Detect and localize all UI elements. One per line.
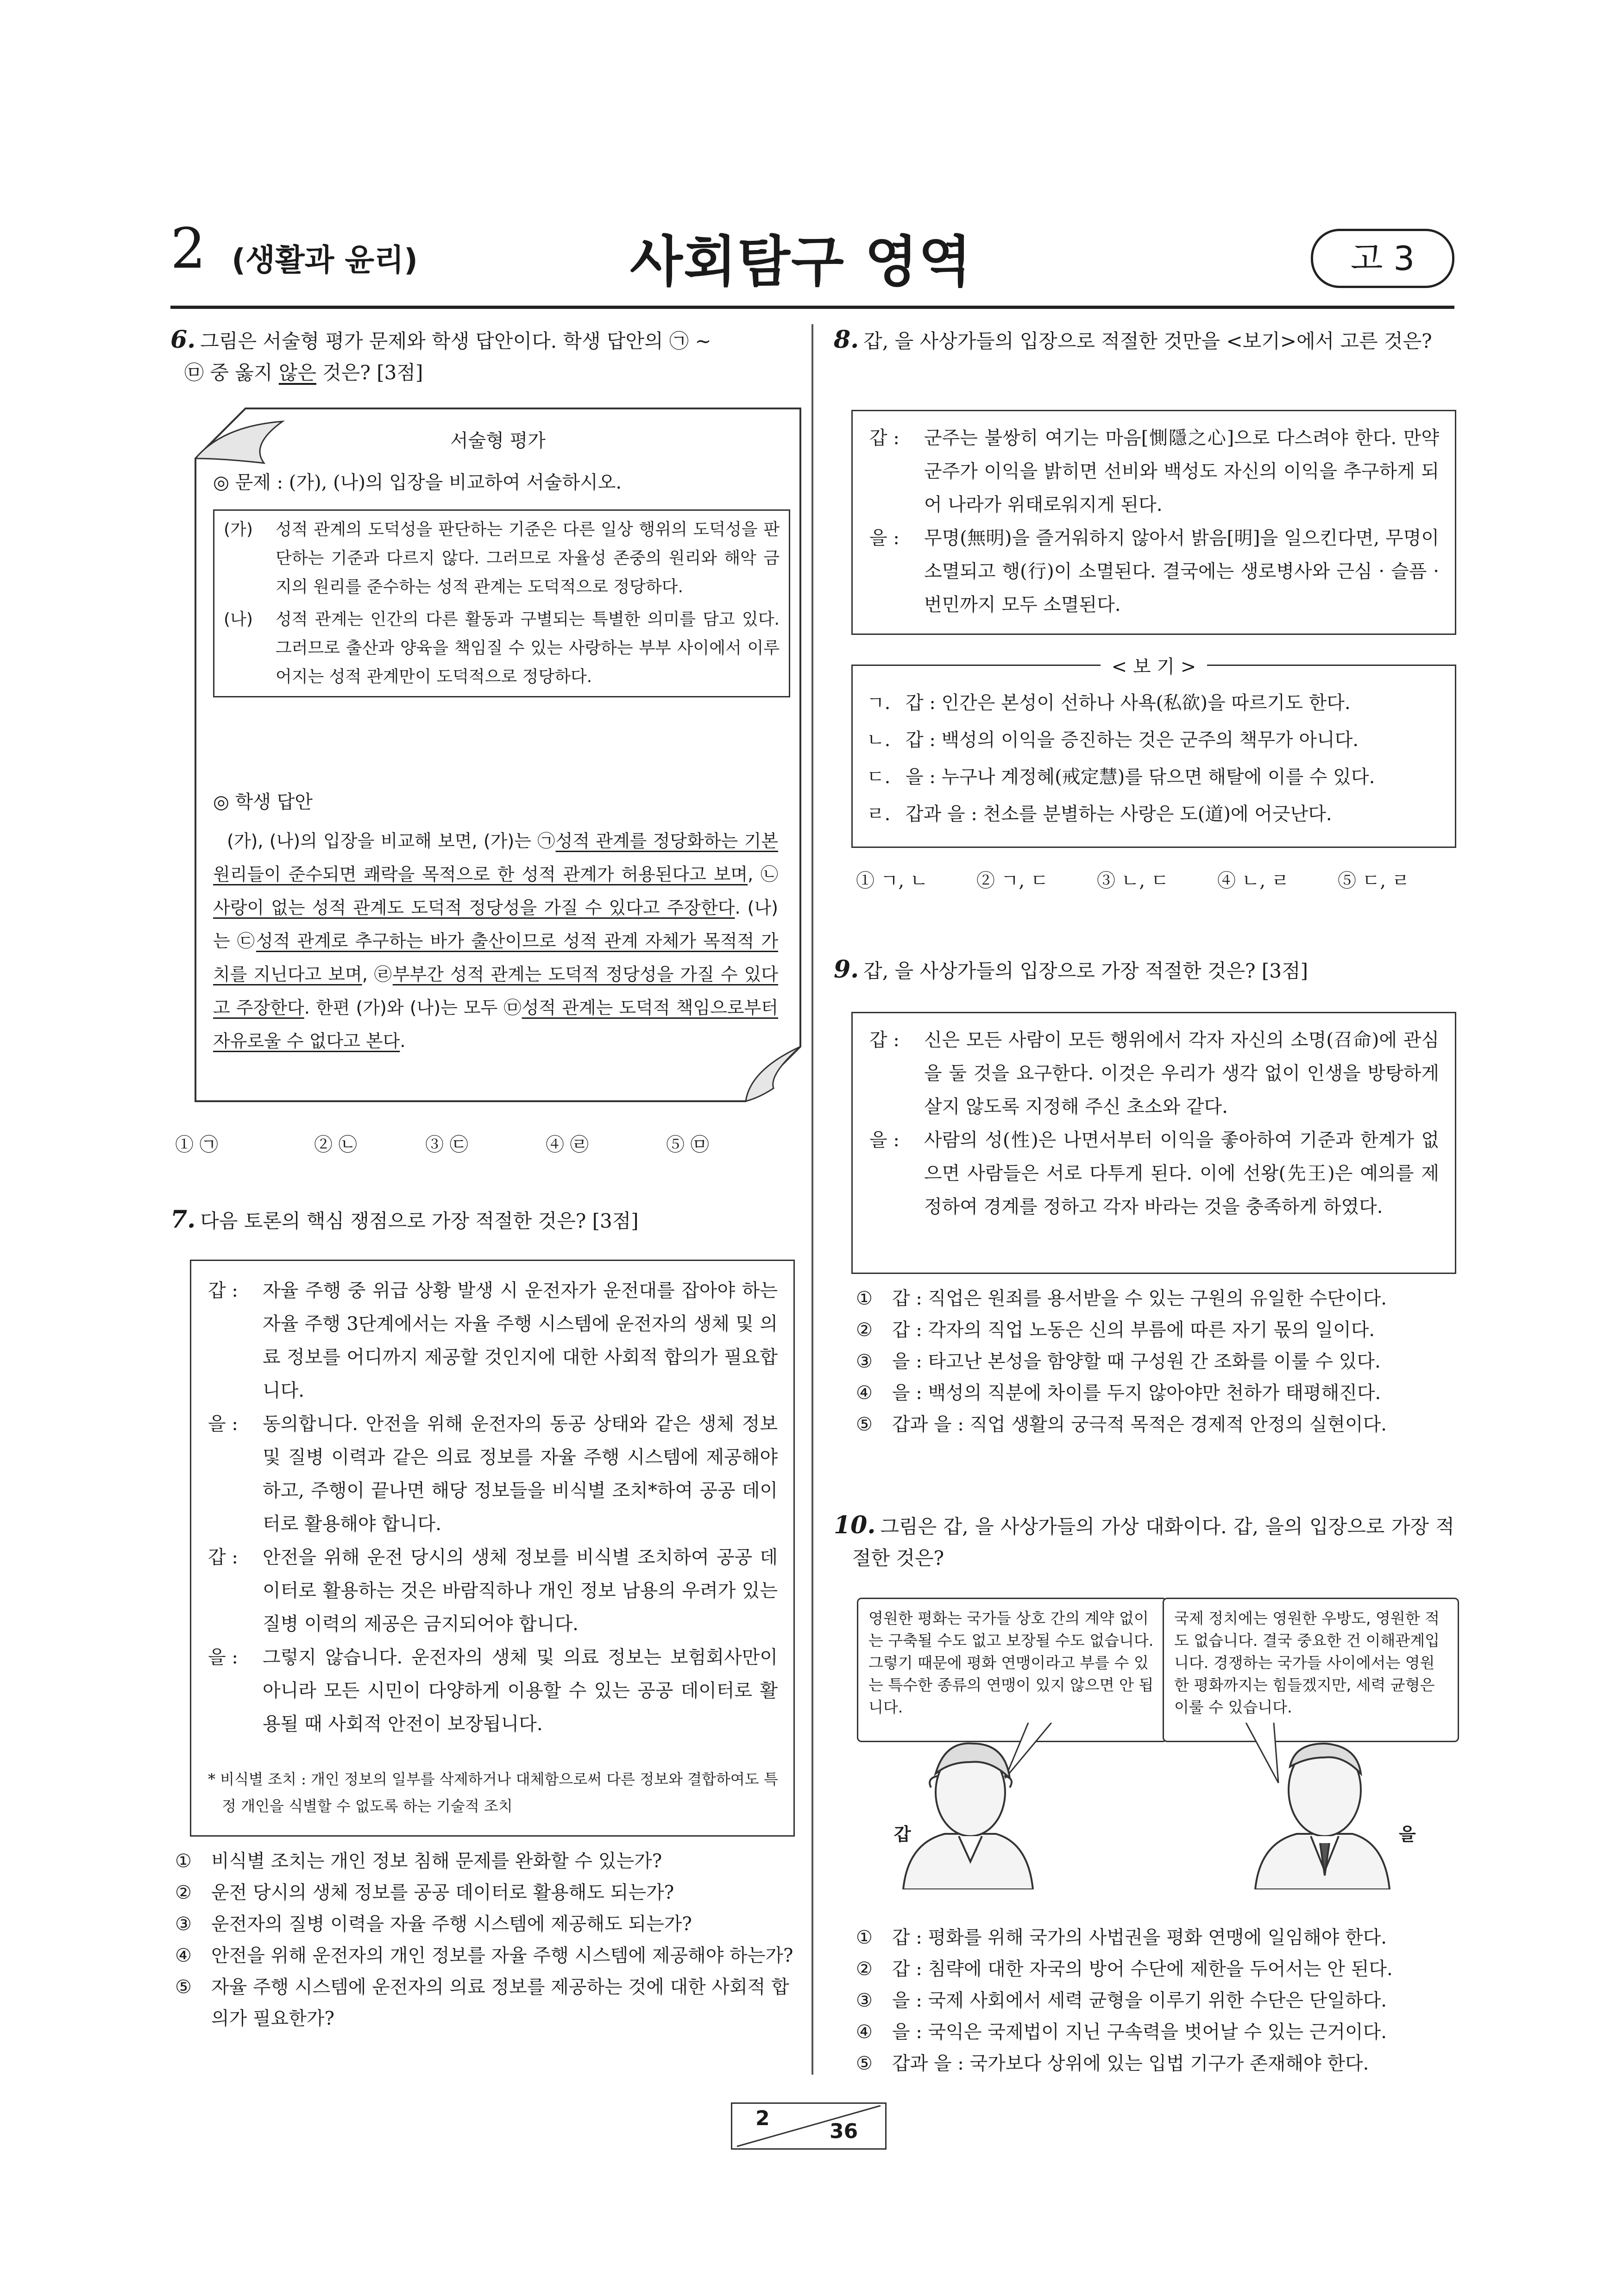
underlined-claim: 성적 관계로 추구하는 바가 출산이므로 성적 관계 자체가 목적적 가치를 지닌다고 보며: [213, 931, 778, 985]
question-number: 7.: [170, 1205, 196, 1234]
dialogue-line: [869, 1123, 1439, 1223]
question-number: 6.: [170, 326, 196, 354]
speech-text: 안전을 위해 운전 당시의 생체 정보를 비식별 조치하여 공공 데이터로 활용하는 것은 바람직하나 개인 정보 남용의 우려가 있는 질병 이력의 제공은 금지되어야 합니다.: [263, 1547, 778, 1635]
speaker-label: 을 :: [869, 527, 900, 549]
dialogue: [208, 1274, 778, 1741]
answer-text: . 한편 (가)와 (나)는 모두 ㉤: [304, 997, 522, 1018]
current-page: 2: [755, 2107, 770, 2130]
choice[interactable]: ① ㄱ, ㄴ: [856, 870, 928, 891]
dialogue-line: [869, 1023, 1439, 1123]
choice-number: ④: [856, 1382, 873, 1404]
speaker-label: 갑 :: [869, 1029, 900, 1051]
student-answer: [213, 824, 778, 1058]
choice[interactable]: ① ㉠: [175, 1134, 218, 1155]
underlined-claim: 성적 관계를 정당화하는 기본 원리들이 준수되면 쾌락을 목적으로 한 성적 관계가 허용된다고 보며: [213, 831, 778, 885]
choice-number: ②: [856, 1319, 873, 1341]
speech-bubble-right: 국제 정치에는 영원한 우방도, 영원한 적도 없습니다. 결국 중요한 건 이해관계입니다. 경쟁하는 국가들 사이에서는 영원한 평화까지는 힘들겠지만, 세력 균형은 이룰 수 있습니다.: [1163, 1598, 1459, 1742]
column-divider: [812, 324, 813, 2075]
card-title: 서술형 평가: [450, 430, 546, 452]
speech-text: 그렇지 않습니다. 운전자의 생체 및 의료 정보는 보험회사만이 아니라 모든 시민이 다양하게 이용할 수 있는 공공 데이터로 활용될 때 사회적 안전이 보장됩니다.: [263, 1647, 778, 1735]
bogi-item: [867, 796, 1446, 833]
choice[interactable]: [856, 2048, 1458, 2079]
q7-choices: [175, 1845, 800, 2034]
choice-text: 갑과 을 : 국가보다 상위에 있는 입법 기구가 존재해야 한다.: [892, 2053, 1369, 2074]
speech-text: 신은 모든 사람이 모든 행위에서 각자 자신의 소명(召命)에 관심을 둘 것을 요구한다. 이것은 우리가 생각 없이 인생을 방탕하게 살지 않도록 지정해 주신 초소와 같다.: [924, 1029, 1439, 1117]
choice-text: 갑과 을 : 직업 생활의 궁극적 목적은 경제적 안정의 실현이다.: [892, 1414, 1387, 1435]
q7-dialogue-box: [190, 1260, 795, 1837]
choice-text: 운전 당시의 생체 정보를 공공 데이터로 활용해도 되는가?: [211, 1882, 674, 1903]
question-number: 8.: [834, 326, 859, 354]
section-title: 사회탐구 영역: [630, 230, 973, 294]
q9-choices: [856, 1283, 1458, 1440]
choice[interactable]: [175, 1940, 800, 1971]
choice[interactable]: ④ ㉣: [546, 1134, 589, 1155]
choice[interactable]: [856, 1922, 1458, 1953]
speaker-label: 갑 :: [208, 1547, 238, 1568]
speech-text: 동의합니다. 안전을 위해 운전자의 동공 상태와 같은 생체 정보 및 질병 이력과 같은 의료 정보를 자율 주행 시스템에 제공해야 하고, 주행이 끝나면 해당 정보들을 비식별 조치*하여 공공 데이터로 활용해야 합니다.: [263, 1413, 778, 1535]
choice[interactable]: [856, 1985, 1458, 2016]
choice[interactable]: [856, 1283, 1458, 1314]
choice-number: ③: [856, 1990, 873, 2011]
dialogue-line: [208, 1541, 778, 1641]
choice-number: ⑤: [175, 1976, 192, 1998]
bogi-text: 갑 : 인간은 본성이 선하나 사욕(私欲)을 따르기도 한다.: [906, 692, 1351, 714]
choice-text: 자율 주행 시스템에 운전자의 의료 정보를 제공하는 것에 대한 사회적 합의가 필요한가?: [211, 1976, 789, 2029]
choice-text: 을 : 국제 사회에서 세력 균형을 이루기 위한 수단은 단일하다.: [892, 1990, 1387, 2011]
bogi-list: [867, 684, 1446, 833]
problem-text: ◎ 문제 : (가), (나)의 입장을 비교하여 서술하시오.: [213, 472, 622, 493]
bogi-text: 갑 : 백성의 이익을 증진하는 것은 군주의 책무가 아니다.: [906, 729, 1359, 751]
passage-box: [213, 509, 790, 697]
answer-text: , ㉡: [748, 864, 778, 885]
bogi-key: ㄷ.: [867, 766, 891, 788]
bogi-item: [867, 759, 1446, 796]
dialogue-line: [208, 1274, 778, 1407]
dialogue: [869, 421, 1439, 621]
choice-number: ③: [175, 1913, 192, 1935]
label-gap: 갑: [894, 1824, 911, 1844]
dialogue-line: [208, 1407, 778, 1541]
bogi-title: < 보 기 >: [1101, 656, 1207, 678]
question-7-stem: 7. 다음 토론의 핵심 쟁점으로 가장 적절한 것은? [3점]: [170, 1205, 639, 1234]
choice-number: ①: [856, 1927, 873, 1948]
page-number: 2: [170, 217, 206, 281]
bogi-item: [867, 721, 1446, 759]
answer-text: (가), (나)의 입장을 비교해 보면, (가)는 ㉠: [227, 831, 556, 851]
choice-text: 비식별 조치는 개인 정보 침해 문제를 완화할 수 있는가?: [211, 1851, 662, 1872]
choice-number: ②: [856, 1958, 873, 1980]
q8-dialogue-box: [851, 410, 1456, 635]
choice-text: 을 : 백성의 직분에 차이를 두지 않아야만 천하가 태평해진다.: [892, 1382, 1381, 1404]
speaker-label: 갑 :: [869, 427, 900, 449]
choice[interactable]: [856, 1953, 1458, 1985]
choice[interactable]: ④ ㄴ, ㄹ: [1217, 870, 1290, 891]
question-10-stem: 10. 그림은 갑, 을 사상가들의 가상 대화이다. 갑, 을의 입장으로 가장 적절한 것은?: [834, 1511, 1454, 1569]
answer-title: ◎ 학생 답안: [213, 791, 313, 813]
choice[interactable]: [856, 1377, 1458, 1409]
choice-number: ⑤: [856, 2053, 873, 2074]
bogi-key: ㄴ.: [867, 729, 891, 751]
subject-title: (생활과 윤리): [232, 242, 418, 278]
speech-text: 군주는 불쌍히 여기는 마음[惻隱之心]으로 다스려야 한다. 만약 군주가 이익을 밝히면 선비와 백성도 자신의 이익을 추구하게 되어 나라가 위태로워지게 된다.: [924, 427, 1439, 515]
choice[interactable]: ② ㉡: [314, 1134, 357, 1155]
choice-text: 운전자의 질병 이력을 자율 주행 시스템에 제공해도 되는가?: [211, 1913, 692, 1935]
bogi-text: 을 : 누구나 계정혜(戒定慧)를 닦으면 해탈에 이를 수 있다.: [906, 766, 1375, 788]
passage-na: (나) 성적 관계는 인간의 다른 활동과 구별되는 특별한 의미를 담고 있다. 그러므로 출산과 양육을 책임질 수 있는 사랑하는 부부 사이에서 이루어지는 성적 관계만이 도덕적으로 정당하다.: [224, 610, 780, 686]
choice-number: ⑤: [856, 1414, 873, 1435]
philosophers-illustration: [852, 1723, 1454, 1889]
choice[interactable]: [856, 1314, 1458, 1346]
choice-text: 을 : 국익은 국제법이 지닌 구속력을 벗어날 수 있는 근거이다.: [892, 2021, 1387, 2043]
q10-choices: [856, 1922, 1458, 2079]
underlined-claim: 사랑이 없는 성적 관계도 도덕적 정당성을 가질 수 있다고 주장한다: [213, 897, 735, 918]
choice-text: 안전을 위해 운전자의 개인 정보를 자율 주행 시스템에 제공해야 하는가?: [211, 1945, 793, 1966]
label-eul: 을: [1399, 1824, 1416, 1844]
choice[interactable]: ⑤ ㉤: [666, 1134, 709, 1155]
choice-number: ④: [175, 1945, 192, 1966]
choice[interactable]: [175, 1971, 800, 2034]
choice-number: ④: [856, 2021, 873, 2043]
choice-number: ①: [856, 1288, 873, 1309]
q9-dialogue-box: [851, 1012, 1456, 1274]
choice-text: 을 : 타고난 본성을 함양할 때 구성원 간 조화를 이룰 수 있다.: [892, 1351, 1381, 1372]
speaker-label: 을 :: [208, 1413, 238, 1435]
essay-card: [195, 408, 801, 1102]
page-counter: [731, 2102, 887, 2150]
bogi-box: [851, 656, 1456, 848]
answer-text: .: [400, 1031, 406, 1051]
question-number: 10.: [834, 1511, 876, 1539]
speaker-label: 갑 :: [208, 1280, 238, 1301]
choice[interactable]: [856, 2016, 1458, 2048]
choice[interactable]: [175, 1908, 800, 1940]
bogi-key: ㄹ.: [867, 803, 891, 825]
speaker-label: 을 :: [869, 1129, 900, 1151]
grade-badge: 고 3: [1311, 229, 1454, 288]
choice[interactable]: [856, 1409, 1458, 1440]
underlined-claim: 부부간 성적 관계는 도덕적 정당성을 가질 수 있다고 주장한다: [213, 964, 778, 1018]
passage-ga: (가) 성적 관계의 도덕성을 판단하는 기준은 다른 일상 행위의 도덕성을 판단하는 기준과 다르지 않다. 그러므로 자율성 존중의 원리와 해악 금지의 원리를 준수하는 성적 관계는 도덕적으로 정당하다.: [224, 520, 780, 596]
choice[interactable]: ③ ㉢: [425, 1134, 468, 1155]
choice-text: 갑 : 직업은 원죄를 용서받을 수 있는 구원의 유일한 수단이다.: [892, 1288, 1387, 1309]
bogi-item: [867, 684, 1446, 721]
question-8-stem: 8. 갑, 을 사상가들의 입장으로 적절한 것만을 <보기>에서 고른 것은?: [834, 326, 1432, 354]
speech-text: 사람의 성(性)은 나면서부터 이익을 좋아하여 기준과 한계가 없으면 사람들은 서로 다투게 된다. 이에 선왕(先王)은 예의를 제정하여 경계를 정하고 각자 바라는 것을 충족하게 하였다.: [924, 1129, 1439, 1217]
choice[interactable]: ⑤ ㄷ, ㄹ: [1338, 870, 1410, 891]
choice[interactable]: [175, 1845, 800, 1877]
choice-number: ①: [175, 1851, 192, 1872]
choice[interactable]: [856, 1346, 1458, 1377]
dialogue: [869, 1023, 1439, 1223]
choice[interactable]: ③ ㄴ, ㄷ: [1097, 870, 1169, 891]
speech-text: 무명(無明)을 즐거워하지 않아서 밝음[明]을 일으킨다면, 무명이 소멸되고 행(行)이 소멸된다. 결국에는 생로병사와 근심 · 슬픔 · 번민까지 모두 소멸된다.: [924, 527, 1439, 615]
header-rule: [170, 306, 1454, 309]
answer-text: , ㉣: [362, 964, 393, 985]
bogi-key: ㄱ.: [867, 692, 891, 714]
choice-text: 갑 : 평화를 위해 국가의 사법권을 평화 연맹에 일임해야 한다.: [892, 1927, 1387, 1948]
underlined-claim: 성적 관계는 도덕적 책임으로부터 자유로울 수 없다고 본다: [213, 997, 778, 1051]
speech-bubble-left: 영원한 평화는 국가들 상호 간의 계약 없이는 구축될 수도 없고 보장될 수도 없습니다. 그렇기 때문에 평화 연맹이라고 부를 수 있는 특수한 종류의 연맹이 있지 않으면 안 됩니다.: [857, 1598, 1167, 1742]
total-pages: 36: [830, 2120, 858, 2143]
bogi-text: 갑과 을 : 천소를 분별하는 사랑은 도(道)에 어긋난다.: [906, 803, 1332, 825]
dialogue-line: [208, 1641, 778, 1741]
speaker-label: 을 :: [208, 1647, 238, 1668]
footnote: * 비식별 조치 : 개인 정보의 일부를 삭제하거나 대체함으로써 다른 정보와 결합하여도 특정 개인을 식별할 수 없도록 하는 기술적 조치: [208, 1770, 778, 1815]
question-6-stem: 6. 그림은 서술형 평가 문제와 학생 답안이다. 학생 답안의 ㉠ ~ ㉤ 중 옳지 않은 것은? [3점]: [170, 326, 711, 384]
choice-text: 갑 : 침략에 대한 자국의 방어 수단에 제한을 두어서는 안 된다.: [892, 1958, 1393, 1980]
answer-text: . (나)는 ㉢: [213, 897, 778, 951]
speech-text: 자율 주행 중 위급 상황 발생 시 운전자가 운전대를 잡아야 하는 자율 주행 3단계에서는 자율 주행 시스템에 운전자의 생체 및 의료 정보를 어디까지 제공할 것인지에 대한 사회적 합의가 필요합니다.: [263, 1280, 778, 1401]
choice-text: 갑 : 각자의 직업 노동은 신의 부름에 따른 자기 몫의 일이다.: [892, 1319, 1375, 1341]
dialogue-line: [869, 521, 1439, 621]
choice-number: ②: [175, 1882, 192, 1903]
question-number: 9.: [834, 955, 859, 984]
question-9-stem: 9. 갑, 을 사상가들의 입장으로 가장 적절한 것은? [3점]: [834, 955, 1308, 984]
choice[interactable]: ② ㄱ, ㄷ: [976, 870, 1049, 891]
dialogue-line: [869, 421, 1439, 521]
choice[interactable]: [175, 1877, 800, 1908]
choice-number: ③: [856, 1351, 873, 1372]
